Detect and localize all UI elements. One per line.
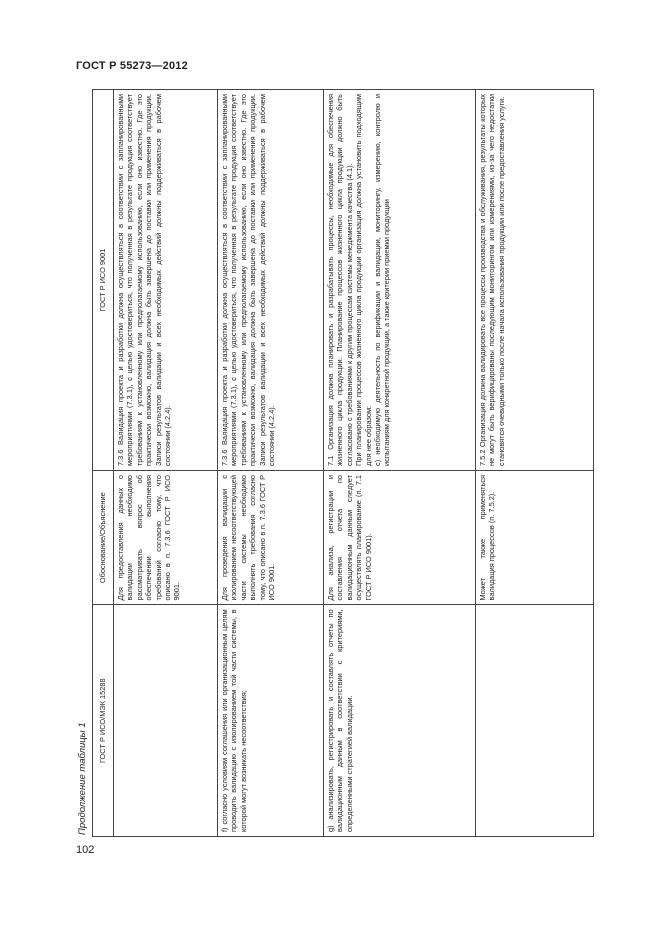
table-row <box>324 90 476 837</box>
comparison-table <box>92 89 594 837</box>
column-header-justification: Обоснование/Объяснение <box>93 470 114 604</box>
table-cell-justification: Может также применяться валидация процессов (п. 7.5.2). <box>476 470 594 604</box>
column-header-iso-15288: ГОСТ Р ИСО/МЭК 15288 <box>93 605 114 837</box>
table-cell-15288: f) согласно условиям соглашения или организационным целям проводить валидацию с изолированием той части системы, в которой могут возникать несоответствия; <box>218 605 324 837</box>
table-cell-15288: g) анализировать, регистрировать и составлять отчеты по валидационным данным в соответствии с критериями, определенными стратегией валидации. <box>324 605 476 837</box>
table-cell-justification: Для анализа, регистрации и составления отчета по валидационным данным следует осуществлять планирование (п. 7.1 ГОСТ Р ИСО 9001). <box>324 470 476 604</box>
table-cell-9001: 7.3.6 Валидация проекта и разработки должна осуществляться в соответствии с запланированными мероприятиями (7.3.1), с целью удостовериться, что полученная в результате продукция соответствует требованиям к установленному или предполагаемому использованию, если оно известно. Где это практически возможно, валидация должна быть завершена до поставки или применения продукции. Записи результатов валидации и всех необходимых действий должны поддерживаться в рабочем состоянии (4.2.4). <box>114 90 218 471</box>
rotated-table-container <box>76 89 594 837</box>
table-cell-justification: Для предоставления данных о валидации необходимо рассматривать вопрос об обеспечении выполнения требований согласно тому, что описано в п. 7.3.6 ГОСТ Р ИСО 9001. <box>114 470 218 604</box>
column-header-iso-9001: ГОСТ Р ИСО 9001 <box>93 90 114 471</box>
table-cell-15288 <box>114 605 218 837</box>
page-number: 102 <box>76 844 95 856</box>
table-row <box>114 90 218 837</box>
table-row <box>476 90 594 837</box>
table-row <box>218 90 324 837</box>
table-caption: Продолжение таблицы 1 <box>77 722 88 835</box>
table-cell-justification: Для проведения валидации с изолированием несоответствующей части системы необходимо выполнять требования согласно тому, что описано в п. 7.3.6 ГОСТ Р ИСО 9001. <box>218 470 324 604</box>
table-cell-15288 <box>476 605 594 837</box>
document-header: ГОСТ Р 55273—2012 <box>76 60 188 72</box>
table-cell-9001: 7.3.6 Валидация проекта и разработки должна осуществляться в соответствии с запланированными мероприятиями (7.3.1), с целью удостовериться, что полученная в результате продукция соответствует требованиям к установленному или предполагаемому использованию, если оно известно. Где это практически возможно, валидация должна быть завершена до поставки или применения продукции. Записи результатов валидации и всех необходимых действий должны поддерживаться в рабочем состоянии (4.2.4). <box>218 90 324 471</box>
table-cell-9001: 7.1 Организация должна планировать и разрабатывать процессы, необходимые для обеспечения жизненного цикла продукции. Планирование процессов жизненного цикла продукции должно быть согласовано с требованиями к другим процессам системы менеджмента качества (4.1). При планировании процессов жизненного цикла продукции организация должна установить подходящим для нее образом: c) необходимую деятельность по верификации и валидации, мониторингу, измерению, контролю и испытаниям для конкретной продукции, а также критерии приемки продукции <box>324 90 476 471</box>
table-header-row <box>93 90 114 837</box>
table-cell-9001: 7.5.2 Организация должна валидировать все процессы производства и обслуживания, результаты которых не могут быть верифицированы последующим мониторингом или измерениями, из-за чего недостатки становятся очевидными только после начала использования продукции или после предоставления услуги. <box>476 90 594 471</box>
